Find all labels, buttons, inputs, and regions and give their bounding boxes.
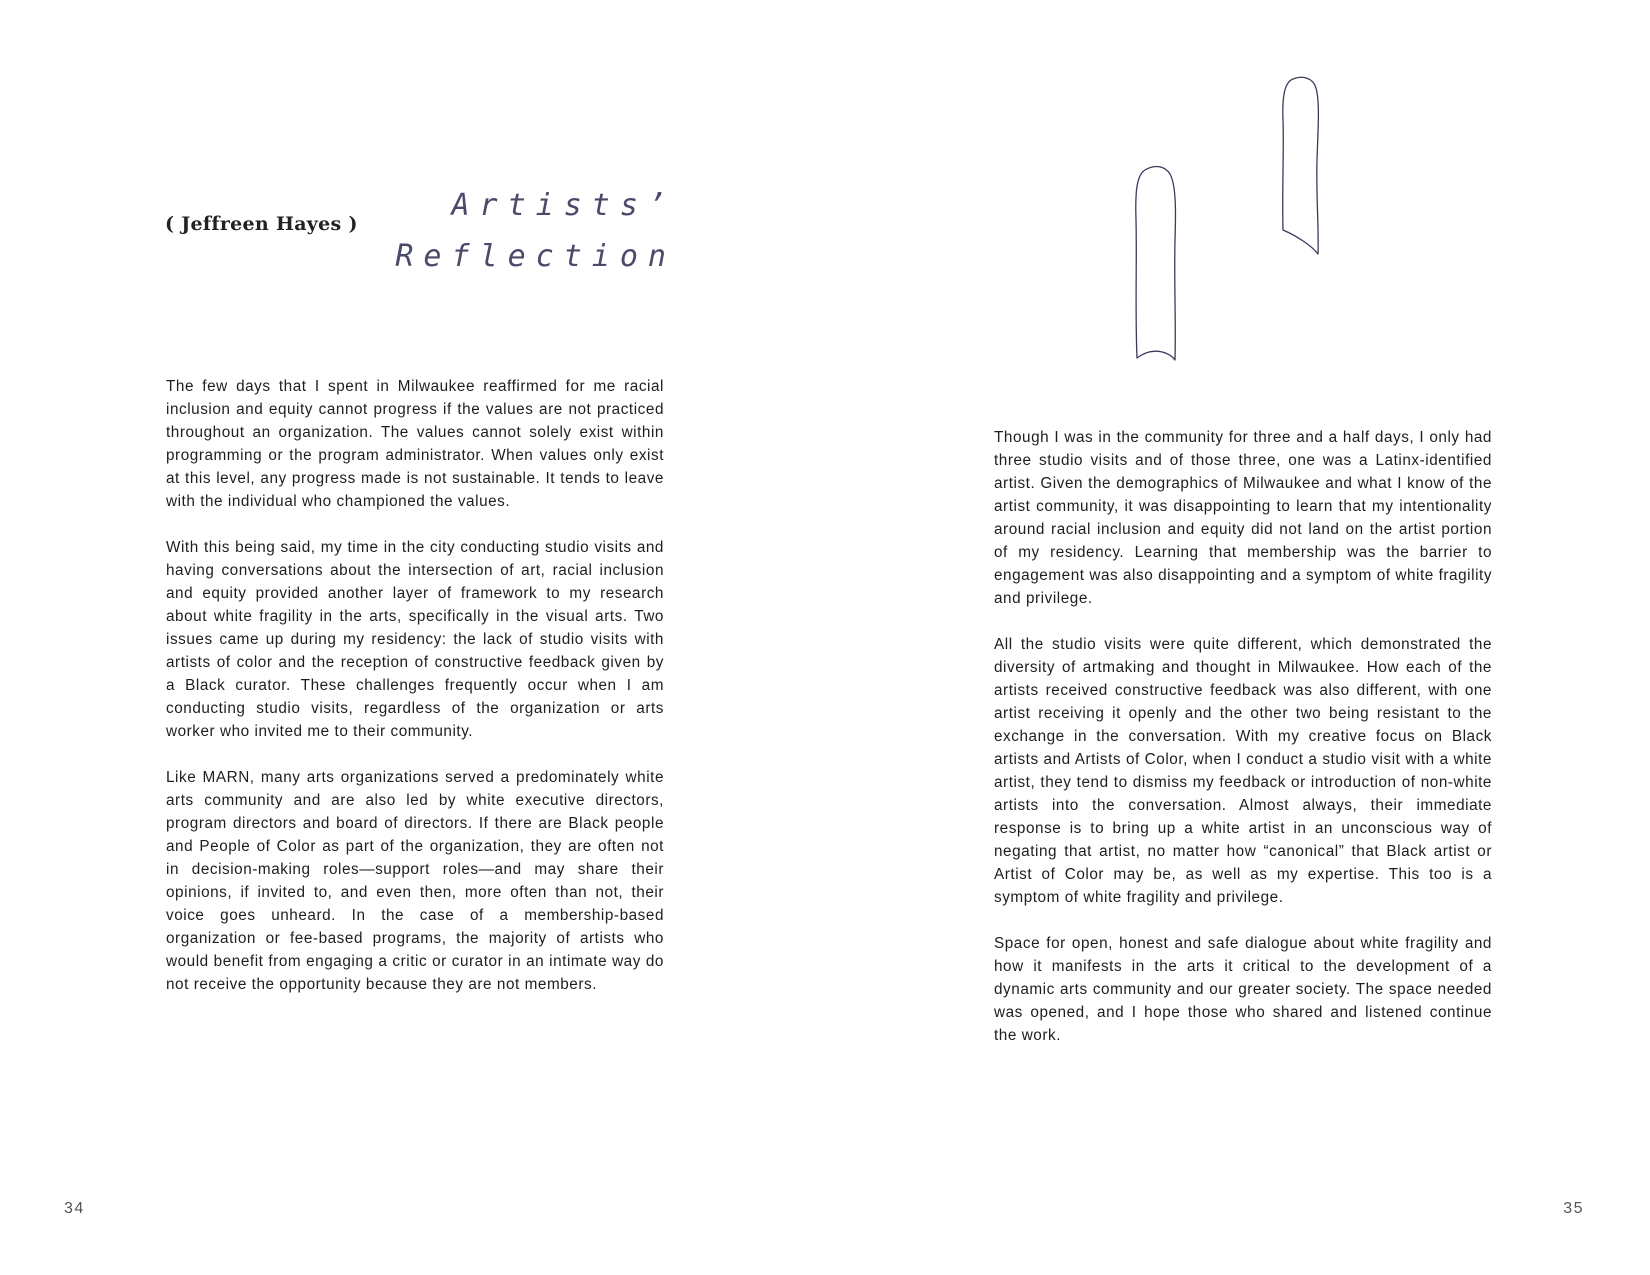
- title-line-2: Reflection: [395, 239, 676, 274]
- paragraph: The few days that I spent in Milwaukee reaffirmed for me racial inclusion and equity cannot progress if the values are not practiced throughout an organization. The values cannot solely exist within programming or the program administrator. When values only exist at this level, any progress made is not sustainable. It tends to leave with the individual who championed the values.: [166, 378, 664, 510]
- arched-window-sketch-icon: [1125, 70, 1385, 390]
- left-arch-outline: [1136, 167, 1176, 360]
- paragraph: Like MARN, many arts organizations served a predominately white arts community and are also led by white executive directors, program directors and board of directors. If there are Black people and People of Color as part of the organization, they are often not in decision-making roles—support roles—and may share their opinions, if invited to, and even then, more often than not, their voice goes unheard. In the case of a membership-based organization or fee-based programs, the majority of artists who would benefit from engaging a critic or curator in an intimate way do not receive the opportunity because they are not members.: [166, 769, 664, 993]
- paragraph: All the studio visits were quite different, which demonstrated the diversity of artmaking and thought in Milwaukee. How each of the artists received constructive feedback was also different, with one artist receiving it openly and the other two being resistant to the exchange in the conversation. With my creative focus on Black artists and Artists of Color, when I conduct a studio visit with a white artist, they tend to dismiss my feedback or introduction of non-white artists into the conversation. Almost always, their immediate response is to bring up a white artist in an unconscious way of negating that artist, no matter how “canonical” that Black artist or Artist of Color may be, as well as my expertise. This too is a symptom of white fragility and privilege.: [994, 636, 1492, 906]
- page-title: [395, 180, 676, 282]
- right-page: [825, 0, 1650, 1275]
- page-number-right: 35: [1563, 1200, 1584, 1217]
- right-text-column: [994, 426, 1492, 1047]
- paragraph: With this being said, my time in the city conducting studio visits and having conversations about the intersection of art, racial inclusion and equity provided another layer of framework to my research about white fragility in the arts, specifically in the visual arts. Two issues came up during my residency: the lack of studio visits with artists of color and the reception of constructive feedback given by a Black curator. These challenges frequently occur when I am conducting studio visits, regardless of the organization or arts worker who invited me to their community.: [166, 539, 664, 740]
- author-name: ( Jeffreen Hayes ): [165, 213, 358, 235]
- title-line-1: Artists’: [451, 188, 676, 223]
- right-arch-outline: [1283, 77, 1319, 254]
- paragraph: Though I was in the community for three and a half days, I only had three studio visits and of those three, one was a Latinx-identified artist. Given the demographics of Milwaukee and what I know of the artist community, it was disappointing to learn that my intentionality around racial inclusion and equity did not land on the artist portion of my residency. Learning that membership was the barrier to engagement was also disappointing and a symptom of white fragility and privilege.: [994, 429, 1493, 607]
- paragraph: Space for open, honest and safe dialogue about white fragility and how it manifests in the arts it critical to the development of a dynamic arts community and our greater society. The space needed was opened, and I hope those who shared and listened continue the work.: [994, 935, 1492, 1044]
- page-number-left: 34: [64, 1200, 85, 1217]
- left-text-column: [166, 375, 664, 996]
